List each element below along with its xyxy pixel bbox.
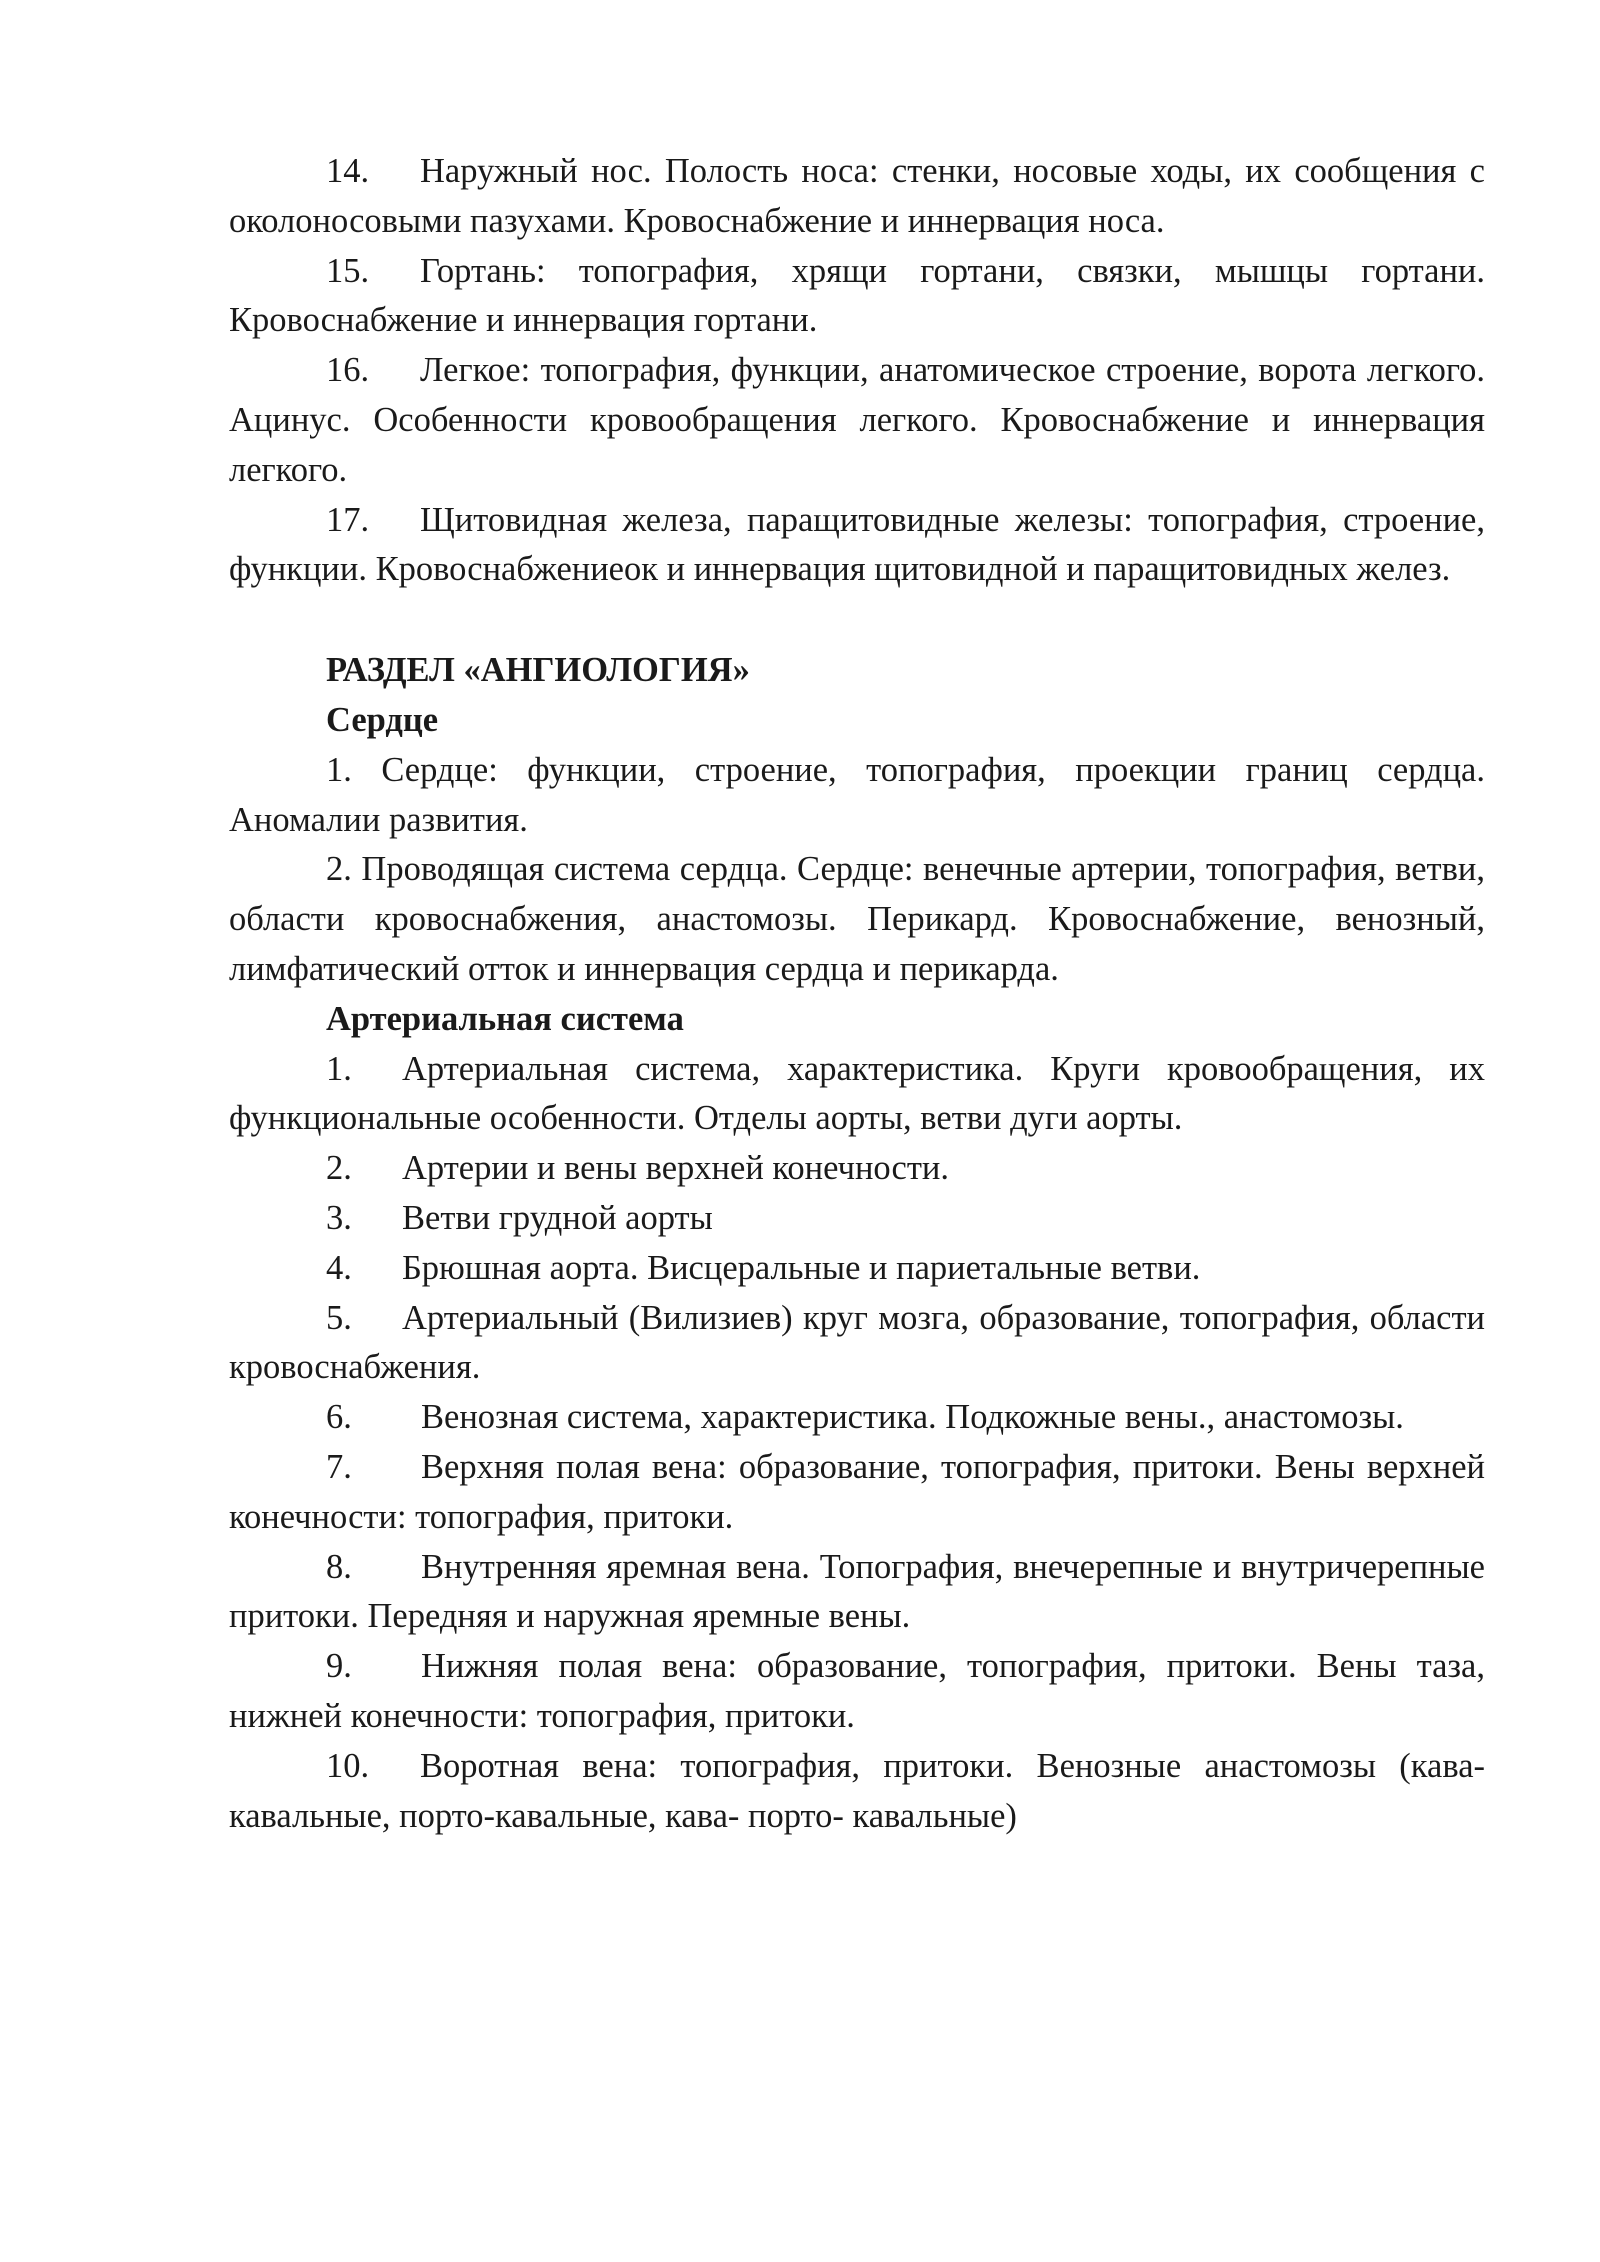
arterial-item-7 [229, 1443, 1485, 1543]
item-number: 1. [326, 1049, 352, 1088]
arterial-item-4 [229, 1244, 1485, 1294]
item-number: 15. [326, 251, 370, 290]
item-text: Внутренняя яремная вена. Топография, внечерепные и внутричерепные притоки. Передняя и наружная яремные вены. [229, 1547, 1485, 1636]
subsection-arterial-title: Артериальная система [326, 999, 684, 1038]
list-item-17 [229, 496, 1485, 596]
item-text: Артериальный (Вилизиев) круг мозга, образование, топография, области кровоснабжения. [229, 1298, 1485, 1387]
item-text: Наружный нос. Полость носа: стенки, носовые ходы, их сообщения с околоносовыми пазухами. Кровоснабжение и иннервация носа. [229, 152, 1485, 240]
item-text: Верхняя полая вена: образование, топография, притоки. Вены верхней конечности: топография, притоки. [229, 1447, 1485, 1536]
item-text: Нижняя полая вена: образование, топография, притоки. Вены таза, нижней конечности: топография, притоки. [229, 1647, 1485, 1735]
arterial-item-2 [229, 1144, 1485, 1194]
item-number: 2. [326, 1149, 352, 1188]
item-number: 8. [326, 1547, 352, 1586]
subsection-heart-title: Сердце [326, 700, 439, 739]
arterial-item-5 [229, 1294, 1485, 1394]
item-text: Брюшная аорта. Висцеральные и париетальные ветви. [402, 1248, 1201, 1287]
arterial-item-10 [229, 1742, 1485, 1842]
section-title: РАЗДЕЛ «АНГИОЛОГИЯ» [326, 651, 750, 690]
arterial-item-9 [229, 1642, 1485, 1742]
section-spacer [229, 595, 1485, 646]
item-text: Ветви грудной аорты [402, 1198, 713, 1237]
item-number: 3. [326, 1198, 352, 1237]
item-number: 17. [326, 500, 370, 539]
item-text: Венозная система, характеристика. Подкожные вены., анастомозы. [421, 1398, 1404, 1437]
item-text: Воротная вена: топография, притоки. Венозные анастомозы (кава-кавальные, порто-кавальные, кава- порто- кавальные) [229, 1746, 1485, 1835]
item-number: 6. [326, 1398, 352, 1437]
item-number: 4. [326, 1248, 352, 1287]
item-number: 7. [326, 1447, 352, 1486]
item-number: 16. [326, 351, 370, 390]
item-text: Артерии и вены верхней конечности. [402, 1149, 949, 1188]
item-text: Гортань: топография, хрящи гортани, связки, мышцы гортани. Кровоснабжение и иннервация гортани. [229, 251, 1485, 340]
arterial-item-3 [229, 1194, 1485, 1244]
list-item-14 [229, 147, 1485, 247]
list-item-15 [229, 247, 1485, 347]
arterial-item-6 [229, 1393, 1485, 1443]
heart-item-1: 1. Сердце: функции, строение, топография, проекции границ сердца. Аномалии развития. [229, 750, 1485, 839]
item-number: 5. [326, 1298, 352, 1337]
item-number: 9. [326, 1647, 352, 1686]
document-body [229, 147, 1485, 1841]
heart-item-2: 2. Проводящая система сердца. Сердце: венечные артерии, топография, ветви, области кровоснабжения, анастомозы. Перикард. Кровоснабжение, венозный, лимфатический отток и иннервация сердца и перикарда. [229, 850, 1485, 988]
arterial-item-1 [229, 1045, 1485, 1145]
item-text: Артериальная система, характеристика. Круги кровообращения, их функциональные особенности. Отделы аорты, ветви дуги аорты. [229, 1049, 1485, 1138]
item-text: Легкое: топография, функции, анатомическое строение, ворота легкого. Ацинус. Особенности кровообращения легкого. Кровоснабжение и иннервация легкого. [229, 351, 1485, 489]
list-item-16 [229, 346, 1485, 495]
item-number: 10. [326, 1746, 370, 1785]
item-number: 14. [326, 152, 370, 190]
item-text: Щитовидная железа, паращитовидные железы: топография, строение, функции. Кровоснабжениеок и иннервация щитовидной и паращитовидных желез. [229, 500, 1485, 589]
arterial-item-8 [229, 1543, 1485, 1643]
